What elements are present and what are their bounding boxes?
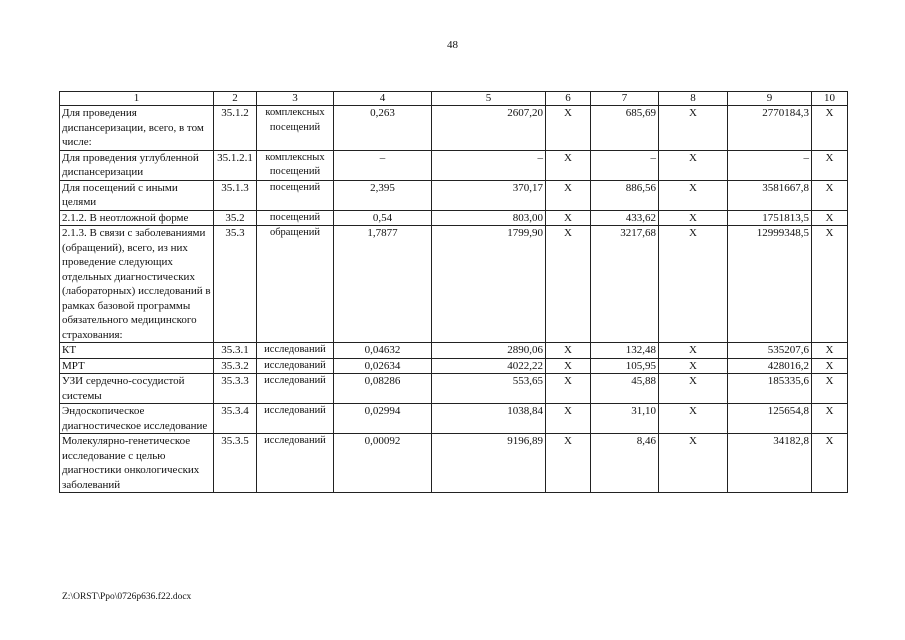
table-row	[60, 374, 848, 404]
row-name: УЗИ сердечно-сосудистой системы	[60, 374, 214, 404]
row-name: 2.1.3. В связи с заболеваниями (обращений), всего, из них проведение следующих отдельных диагностических (лабораторных) исследований в рамках базовой программы обязательного медицинского страхования:	[60, 226, 214, 343]
row-value: 886,56	[591, 180, 659, 210]
table-row	[60, 343, 848, 359]
row-name: Для проведения углубленной диспансеризации	[60, 150, 214, 180]
row-value: X	[546, 374, 591, 404]
row-value: X	[812, 343, 848, 359]
row-unit: исследований	[257, 404, 334, 434]
row-value: X	[546, 150, 591, 180]
row-value: X	[812, 226, 848, 343]
row-value: X	[659, 210, 728, 226]
header-cell: 10	[812, 92, 848, 106]
row-value: X	[812, 404, 848, 434]
row-unit: исследований	[257, 358, 334, 374]
row-value: 34182,8	[728, 434, 812, 493]
row-unit: исследований	[257, 374, 334, 404]
row-unit: посещений	[257, 210, 334, 226]
row-value: 45,88	[591, 374, 659, 404]
row-value: 3217,68	[591, 226, 659, 343]
row-value: X	[659, 106, 728, 151]
row-value: X	[812, 180, 848, 210]
row-value: 433,62	[591, 210, 659, 226]
row-unit: обращений	[257, 226, 334, 343]
table-row	[60, 106, 848, 151]
data-table	[59, 91, 848, 493]
row-value: X	[659, 150, 728, 180]
row-value: X	[659, 226, 728, 343]
row-value: 1038,84	[432, 404, 546, 434]
row-value: 685,69	[591, 106, 659, 151]
row-value: X	[659, 180, 728, 210]
row-code: 35.2	[214, 210, 257, 226]
row-value: 1,7877	[334, 226, 432, 343]
row-name: 2.1.2. В неотложной форме	[60, 210, 214, 226]
row-value: X	[659, 374, 728, 404]
row-code: 35.1.2	[214, 106, 257, 151]
row-value: –	[728, 150, 812, 180]
table-row	[60, 358, 848, 374]
table-row	[60, 210, 848, 226]
row-code: 35.3.5	[214, 434, 257, 493]
row-value: X	[546, 226, 591, 343]
row-value: 185335,6	[728, 374, 812, 404]
row-value: X	[546, 180, 591, 210]
table-row	[60, 150, 848, 180]
row-value: 0,04632	[334, 343, 432, 359]
row-unit: исследований	[257, 434, 334, 493]
row-code: 35.1.2.1	[214, 150, 257, 180]
row-value: –	[591, 150, 659, 180]
row-value: X	[659, 434, 728, 493]
row-code: 35.3.1	[214, 343, 257, 359]
row-value: X	[812, 210, 848, 226]
row-unit: исследований	[257, 343, 334, 359]
row-value: X	[546, 343, 591, 359]
table-row	[60, 180, 848, 210]
row-name: Молекулярно-генетическое исследование с целью диагностики онкологических заболеваний	[60, 434, 214, 493]
row-code: 35.3	[214, 226, 257, 343]
row-value: 125654,8	[728, 404, 812, 434]
row-value: X	[812, 150, 848, 180]
row-value: 0,54	[334, 210, 432, 226]
row-value: X	[812, 434, 848, 493]
row-value: X	[812, 358, 848, 374]
row-value: –	[334, 150, 432, 180]
row-value: 0,02994	[334, 404, 432, 434]
row-value: X	[546, 210, 591, 226]
row-value: X	[659, 358, 728, 374]
header-cell: 1	[60, 92, 214, 106]
row-value: 9196,89	[432, 434, 546, 493]
row-value: 2,395	[334, 180, 432, 210]
row-value: X	[812, 374, 848, 404]
row-value: 132,48	[591, 343, 659, 359]
row-value: 370,17	[432, 180, 546, 210]
row-unit: комплексных посещений	[257, 106, 334, 151]
row-name: МРТ	[60, 358, 214, 374]
row-value: X	[659, 404, 728, 434]
row-value: 2890,06	[432, 343, 546, 359]
header-cell: 2	[214, 92, 257, 106]
row-value: 105,95	[591, 358, 659, 374]
table-row	[60, 226, 848, 343]
row-name: КТ	[60, 343, 214, 359]
row-unit: посещений	[257, 180, 334, 210]
header-cell: 9	[728, 92, 812, 106]
header-cell: 7	[591, 92, 659, 106]
row-value: X	[546, 434, 591, 493]
row-value: 2770184,3	[728, 106, 812, 151]
row-code: 35.1.3	[214, 180, 257, 210]
header-cell: 8	[659, 92, 728, 106]
row-value: 4022,22	[432, 358, 546, 374]
row-value: 553,65	[432, 374, 546, 404]
row-value: 1751813,5	[728, 210, 812, 226]
header-cell: 3	[257, 92, 334, 106]
row-name: Для посещений с иными целями	[60, 180, 214, 210]
footer-file-path: Z:\ORST\Ppo\0726p636.f22.docx	[62, 592, 192, 602]
row-unit: комплексных посещений	[257, 150, 334, 180]
row-value: X	[812, 106, 848, 151]
row-value: 0,263	[334, 106, 432, 151]
row-name: Для проведения диспансеризации, всего, в том числе:	[60, 106, 214, 151]
header-cell: 6	[546, 92, 591, 106]
row-value: X	[546, 106, 591, 151]
row-value: 0,02634	[334, 358, 432, 374]
row-value: 31,10	[591, 404, 659, 434]
row-code: 35.3.4	[214, 404, 257, 434]
header-cell: 4	[334, 92, 432, 106]
row-value: 535207,6	[728, 343, 812, 359]
row-value: 2607,20	[432, 106, 546, 151]
row-value: 8,46	[591, 434, 659, 493]
row-value: 3581667,8	[728, 180, 812, 210]
row-value: 0,00092	[334, 434, 432, 493]
table-row	[60, 404, 848, 434]
page-number: 48	[447, 39, 458, 51]
row-value: 803,00	[432, 210, 546, 226]
row-value: 0,08286	[334, 374, 432, 404]
table-row	[60, 434, 848, 493]
row-value: 1799,90	[432, 226, 546, 343]
row-value: X	[546, 358, 591, 374]
row-value: X	[659, 343, 728, 359]
row-value: –	[432, 150, 546, 180]
row-value: 428016,2	[728, 358, 812, 374]
header-row	[60, 92, 848, 106]
header-cell: 5	[432, 92, 546, 106]
row-value: X	[546, 404, 591, 434]
row-value: 12999348,5	[728, 226, 812, 343]
row-code: 35.3.3	[214, 374, 257, 404]
row-name: Эндоскопическое диагностическое исследование	[60, 404, 214, 434]
row-code: 35.3.2	[214, 358, 257, 374]
